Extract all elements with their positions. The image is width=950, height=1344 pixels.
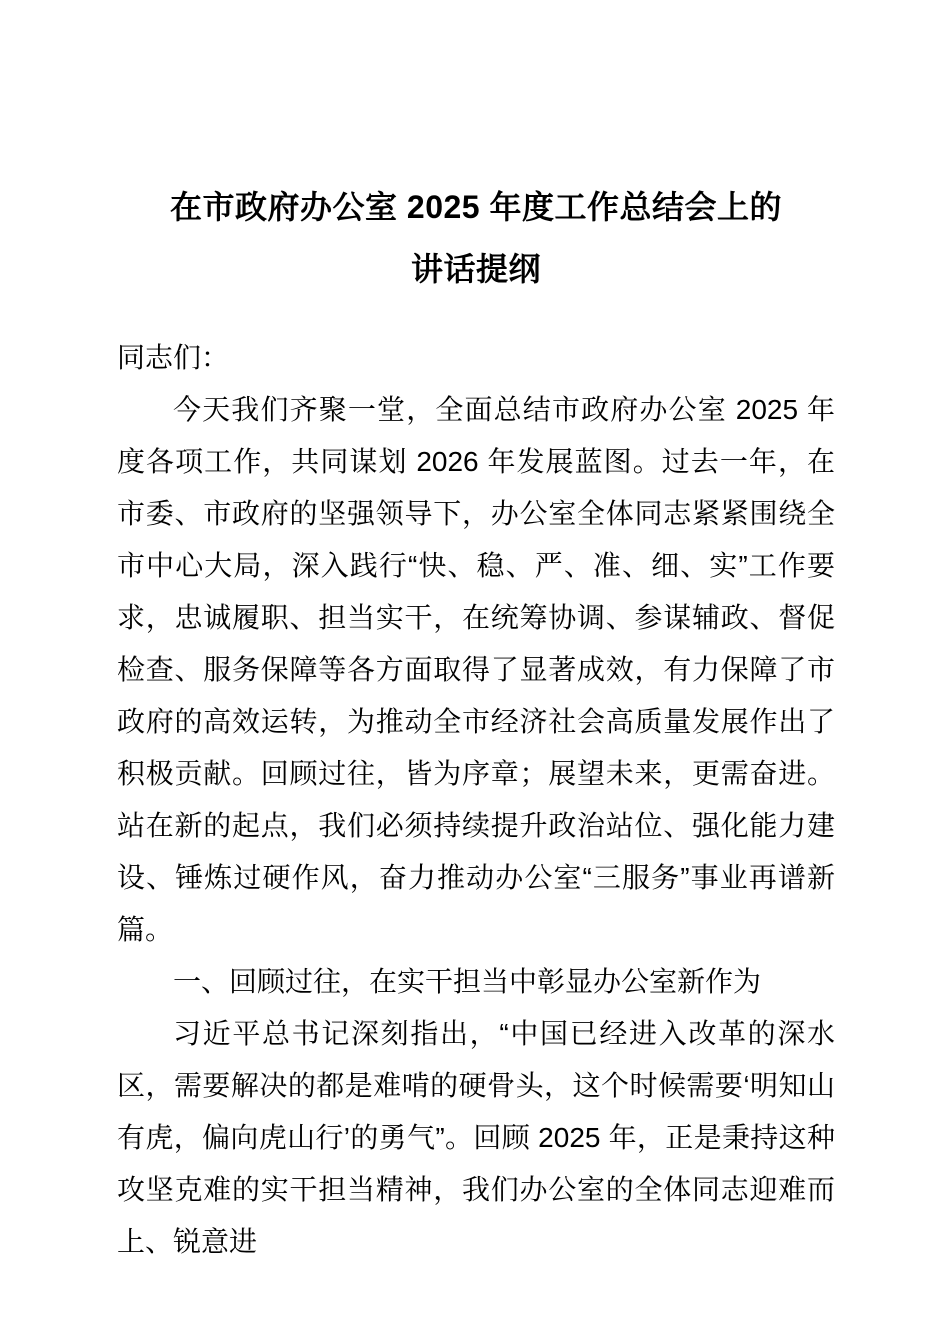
section-heading-1: 一、回顾过往，在实干担当中彰显办公室新作为 xyxy=(173,966,762,997)
salutation: 同志们： xyxy=(117,342,230,373)
page-title-line-2: 讲话提纲 xyxy=(410,251,541,287)
document-text-column xyxy=(117,0,835,1268)
page-title xyxy=(117,0,835,300)
paragraph-section-1-1: 习近平总书记深刻指出，“中国已经进入改革的深水区，需要解决的都是难啃的硬骨头，这个时候需要‘明知山有虎，偏向虎山行’的勇气”。回顾 2025 年，正是秉持这种攻坚克难的实干担当精神，我们办公室的全体同志迎难而上、锐意进 xyxy=(117,1018,835,1257)
page-title-line-1: 在市政府办公室 2025 年度工作总结会上的 xyxy=(170,189,782,225)
paragraph-opening: 今天我们齐聚一堂，全面总结市政府办公室 2025 年度各项工作，共同谋划 2026 年发展蓝图。过去一年，在市委、市政府的坚强领导下，办公室全体同志紧紧围绕全市中心大局，深入践行“快、稳、严、准、细、实”工作要求，忠诚履职、担当实干，在统筹协调、参谋辅政、督促检查、服务保障等各方面取得了显著成效，有力保障了市政府的高效运转，为推动全市经济社会高质量发展作出了积极贡献。回顾过往，皆为序章；展望未来，更需奋进。站在新的起点，我们必须持续提升政治站位、强化能力建设、锤炼过硬作风，奋力推动办公室“三服务”事业再谱新篇。 xyxy=(117,394,835,945)
